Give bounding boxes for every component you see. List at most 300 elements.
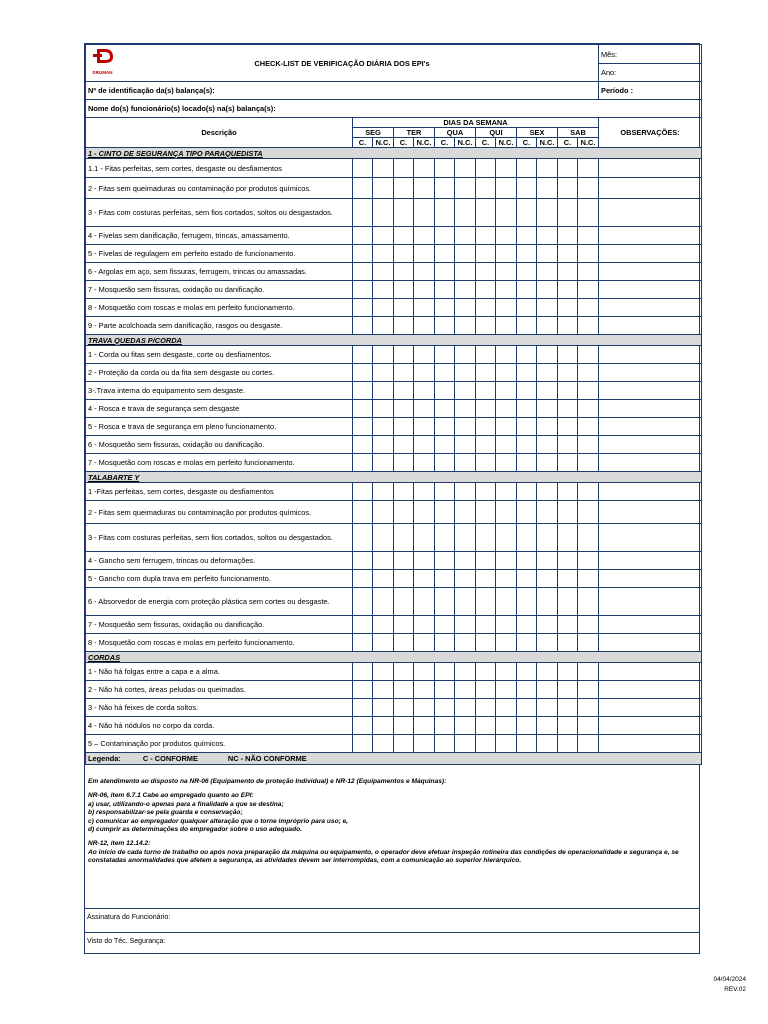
check-box-sab-c[interactable] [558,588,578,616]
check-box-sex-c[interactable] [517,524,537,552]
check-box-ter-c[interactable] [394,418,414,436]
check-box-sab-nc[interactable] [578,717,599,735]
check-box-sex-c[interactable] [517,501,537,524]
check-box-qua-nc[interactable] [455,245,476,263]
check-box-sex-c[interactable] [517,418,537,436]
check-box-ter-c[interactable] [394,299,414,317]
check-box-seg-nc[interactable] [373,552,394,570]
check-box-ter-nc[interactable] [414,346,435,364]
check-box-qua-nc[interactable] [455,436,476,454]
check-box-sex-nc[interactable] [537,418,558,436]
check-box-ter-nc[interactable] [414,524,435,552]
check-box-sex-c[interactable] [517,400,537,418]
check-box-ter-nc[interactable] [414,299,435,317]
observation-cell[interactable] [599,570,702,588]
check-box-seg-nc[interactable] [373,501,394,524]
check-box-ter-nc[interactable] [414,178,435,199]
check-box-sab-c[interactable] [558,454,578,472]
check-box-qui-c[interactable] [476,699,496,717]
check-box-sab-c[interactable] [558,299,578,317]
check-box-seg-c[interactable] [353,436,373,454]
check-box-seg-nc[interactable] [373,735,394,753]
check-box-sab-c[interactable] [558,524,578,552]
check-box-seg-nc[interactable] [373,570,394,588]
check-box-qui-nc[interactable] [496,699,517,717]
check-box-seg-nc[interactable] [373,346,394,364]
check-box-sab-c[interactable] [558,281,578,299]
observation-cell[interactable] [599,681,702,699]
check-box-qui-c[interactable] [476,418,496,436]
check-box-qua-c[interactable] [435,281,455,299]
check-box-ter-c[interactable] [394,454,414,472]
check-box-sex-nc[interactable] [537,382,558,400]
check-box-sex-c[interactable] [517,436,537,454]
check-box-sex-nc[interactable] [537,199,558,227]
check-box-sex-c[interactable] [517,364,537,382]
check-box-ter-nc[interactable] [414,552,435,570]
check-box-sab-nc[interactable] [578,501,599,524]
check-box-sab-c[interactable] [558,382,578,400]
check-box-seg-c[interactable] [353,159,373,178]
check-box-sex-nc[interactable] [537,364,558,382]
check-box-seg-c[interactable] [353,317,373,335]
check-box-qua-c[interactable] [435,317,455,335]
check-box-ter-c[interactable] [394,199,414,227]
check-box-sab-nc[interactable] [578,281,599,299]
check-box-seg-c[interactable] [353,400,373,418]
check-box-sab-nc[interactable] [578,263,599,281]
check-box-qui-nc[interactable] [496,570,517,588]
check-box-ter-c[interactable] [394,436,414,454]
check-box-sex-nc[interactable] [537,245,558,263]
check-box-ter-c[interactable] [394,634,414,652]
check-box-qui-c[interactable] [476,178,496,199]
check-box-seg-nc[interactable] [373,227,394,245]
check-box-qua-c[interactable] [435,570,455,588]
check-box-ter-c[interactable] [394,178,414,199]
check-box-qui-c[interactable] [476,588,496,616]
check-box-qui-nc[interactable] [496,199,517,227]
check-box-qui-nc[interactable] [496,400,517,418]
period-field[interactable] [599,82,702,100]
check-box-qui-nc[interactable] [496,364,517,382]
check-box-qui-nc[interactable] [496,663,517,681]
check-box-seg-c[interactable] [353,245,373,263]
observation-cell[interactable] [599,663,702,681]
check-box-qua-c[interactable] [435,199,455,227]
check-box-qui-nc[interactable] [496,178,517,199]
check-box-qui-c[interactable] [476,400,496,418]
check-box-ter-c[interactable] [394,552,414,570]
check-box-sab-nc[interactable] [578,418,599,436]
check-box-qui-nc[interactable] [496,227,517,245]
check-box-ter-nc[interactable] [414,663,435,681]
check-box-sab-c[interactable] [558,400,578,418]
check-box-qua-c[interactable] [435,346,455,364]
check-box-qui-c[interactable] [476,570,496,588]
check-box-qua-nc[interactable] [455,227,476,245]
check-box-sab-c[interactable] [558,199,578,227]
check-box-seg-c[interactable] [353,616,373,634]
check-box-ter-c[interactable] [394,717,414,735]
check-box-sex-c[interactable] [517,735,537,753]
check-box-sex-c[interactable] [517,570,537,588]
check-box-seg-nc[interactable] [373,436,394,454]
check-box-qui-nc[interactable] [496,317,517,335]
check-box-sab-c[interactable] [558,634,578,652]
check-box-qui-c[interactable] [476,263,496,281]
check-box-sex-c[interactable] [517,699,537,717]
check-box-qua-c[interactable] [435,364,455,382]
observation-cell[interactable] [599,501,702,524]
check-box-sex-c[interactable] [517,663,537,681]
check-box-qui-nc[interactable] [496,616,517,634]
check-box-qui-c[interactable] [476,245,496,263]
check-box-ter-nc[interactable] [414,382,435,400]
check-box-ter-nc[interactable] [414,199,435,227]
check-box-qui-nc[interactable] [496,299,517,317]
observation-cell[interactable] [599,436,702,454]
check-box-qua-nc[interactable] [455,501,476,524]
check-box-qui-nc[interactable] [496,382,517,400]
check-box-seg-nc[interactable] [373,663,394,681]
check-box-sex-c[interactable] [517,317,537,335]
check-box-sex-c[interactable] [517,281,537,299]
check-box-ter-nc[interactable] [414,588,435,616]
check-box-sex-nc[interactable] [537,454,558,472]
check-box-sex-nc[interactable] [537,346,558,364]
check-box-qua-c[interactable] [435,501,455,524]
check-box-seg-c[interactable] [353,552,373,570]
check-box-seg-nc[interactable] [373,588,394,616]
check-box-qui-c[interactable] [476,717,496,735]
check-box-sab-c[interactable] [558,616,578,634]
observation-cell[interactable] [599,735,702,753]
observation-cell[interactable] [599,346,702,364]
check-box-seg-nc[interactable] [373,245,394,263]
check-box-sab-nc[interactable] [578,245,599,263]
check-box-sab-c[interactable] [558,663,578,681]
check-box-sex-nc[interactable] [537,178,558,199]
check-box-seg-nc[interactable] [373,382,394,400]
check-box-qua-nc[interactable] [455,299,476,317]
check-box-qui-c[interactable] [476,634,496,652]
check-box-qua-c[interactable] [435,634,455,652]
check-box-qua-c[interactable] [435,382,455,400]
check-box-sex-c[interactable] [517,717,537,735]
check-box-qua-c[interactable] [435,263,455,281]
check-box-seg-c[interactable] [353,717,373,735]
check-box-ter-c[interactable] [394,346,414,364]
check-box-ter-nc[interactable] [414,227,435,245]
check-box-sab-c[interactable] [558,227,578,245]
observation-cell[interactable] [599,382,702,400]
check-box-sex-nc[interactable] [537,159,558,178]
check-box-sex-nc[interactable] [537,483,558,501]
check-box-sab-c[interactable] [558,735,578,753]
check-box-sab-c[interactable] [558,717,578,735]
check-box-ter-c[interactable] [394,501,414,524]
check-box-sex-c[interactable] [517,299,537,317]
check-box-qui-nc[interactable] [496,588,517,616]
check-box-qua-c[interactable] [435,159,455,178]
check-box-qua-nc[interactable] [455,263,476,281]
observation-cell[interactable] [599,524,702,552]
check-box-ter-c[interactable] [394,263,414,281]
check-box-ter-c[interactable] [394,400,414,418]
check-box-qui-nc[interactable] [496,634,517,652]
check-box-qua-c[interactable] [435,735,455,753]
check-box-sab-nc[interactable] [578,317,599,335]
check-box-sex-c[interactable] [517,483,537,501]
observation-cell[interactable] [599,717,702,735]
observation-cell[interactable] [599,263,702,281]
check-box-qua-c[interactable] [435,681,455,699]
check-box-ter-nc[interactable] [414,317,435,335]
check-box-seg-c[interactable] [353,588,373,616]
check-box-qua-nc[interactable] [455,552,476,570]
check-box-sex-nc[interactable] [537,281,558,299]
check-box-qua-nc[interactable] [455,454,476,472]
check-box-seg-nc[interactable] [373,681,394,699]
check-box-qui-c[interactable] [476,382,496,400]
check-box-qua-nc[interactable] [455,524,476,552]
check-box-sex-c[interactable] [517,616,537,634]
check-box-sab-nc[interactable] [578,524,599,552]
check-box-ter-nc[interactable] [414,364,435,382]
check-box-sex-nc[interactable] [537,717,558,735]
check-box-qui-c[interactable] [476,454,496,472]
check-box-seg-c[interactable] [353,382,373,400]
check-box-ter-c[interactable] [394,616,414,634]
check-box-qua-nc[interactable] [455,634,476,652]
check-box-sab-nc[interactable] [578,663,599,681]
check-box-ter-nc[interactable] [414,717,435,735]
check-box-qui-nc[interactable] [496,524,517,552]
check-box-ter-c[interactable] [394,570,414,588]
technician-signature-field[interactable] [85,932,699,954]
employee-signature-field[interactable] [85,908,699,932]
check-box-ter-nc[interactable] [414,245,435,263]
check-box-qua-c[interactable] [435,717,455,735]
check-box-seg-c[interactable] [353,524,373,552]
check-box-qui-nc[interactable] [496,483,517,501]
check-box-sab-nc[interactable] [578,454,599,472]
check-box-sab-nc[interactable] [578,570,599,588]
check-box-sab-nc[interactable] [578,681,599,699]
check-box-sab-nc[interactable] [578,588,599,616]
check-box-ter-c[interactable] [394,382,414,400]
check-box-qua-nc[interactable] [455,364,476,382]
check-box-sab-c[interactable] [558,418,578,436]
check-box-qui-nc[interactable] [496,717,517,735]
observation-cell[interactable] [599,418,702,436]
check-box-ter-c[interactable] [394,735,414,753]
check-box-seg-c[interactable] [353,454,373,472]
observation-cell[interactable] [599,227,702,245]
check-box-seg-c[interactable] [353,735,373,753]
observation-cell[interactable] [599,634,702,652]
check-box-sex-nc[interactable] [537,699,558,717]
check-box-qua-nc[interactable] [455,178,476,199]
check-box-qui-nc[interactable] [496,681,517,699]
check-box-ter-nc[interactable] [414,454,435,472]
check-box-sab-nc[interactable] [578,552,599,570]
check-box-sex-c[interactable] [517,159,537,178]
check-box-sex-nc[interactable] [537,588,558,616]
check-box-qui-nc[interactable] [496,263,517,281]
check-box-qua-c[interactable] [435,616,455,634]
check-box-seg-c[interactable] [353,634,373,652]
check-box-sex-c[interactable] [517,199,537,227]
check-box-qua-c[interactable] [435,418,455,436]
check-box-ter-c[interactable] [394,483,414,501]
check-box-sab-c[interactable] [558,436,578,454]
check-box-ter-c[interactable] [394,245,414,263]
check-box-qui-c[interactable] [476,281,496,299]
check-box-qua-c[interactable] [435,552,455,570]
observation-cell[interactable] [599,552,702,570]
check-box-ter-c[interactable] [394,588,414,616]
check-box-sex-c[interactable] [517,227,537,245]
check-box-qua-c[interactable] [435,400,455,418]
check-box-qui-c[interactable] [476,346,496,364]
check-box-ter-nc[interactable] [414,634,435,652]
check-box-sex-c[interactable] [517,552,537,570]
check-box-sex-nc[interactable] [537,400,558,418]
check-box-qua-nc[interactable] [455,681,476,699]
check-box-seg-nc[interactable] [373,634,394,652]
check-box-seg-nc[interactable] [373,418,394,436]
observation-cell[interactable] [599,199,702,227]
observation-cell[interactable] [599,454,702,472]
check-box-seg-c[interactable] [353,227,373,245]
check-box-seg-nc[interactable] [373,159,394,178]
check-box-qua-nc[interactable] [455,588,476,616]
check-box-qui-c[interactable] [476,364,496,382]
check-box-sab-c[interactable] [558,681,578,699]
check-box-qua-nc[interactable] [455,281,476,299]
check-box-seg-c[interactable] [353,178,373,199]
check-box-ter-nc[interactable] [414,735,435,753]
check-box-qui-nc[interactable] [496,454,517,472]
check-box-sab-c[interactable] [558,245,578,263]
check-box-sab-nc[interactable] [578,699,599,717]
observation-cell[interactable] [599,364,702,382]
check-box-qui-c[interactable] [476,227,496,245]
observation-cell[interactable] [599,699,702,717]
check-box-ter-c[interactable] [394,227,414,245]
check-box-sex-c[interactable] [517,588,537,616]
check-box-sab-c[interactable] [558,346,578,364]
check-box-seg-nc[interactable] [373,281,394,299]
check-box-ter-c[interactable] [394,281,414,299]
check-box-ter-nc[interactable] [414,263,435,281]
observation-cell[interactable] [599,159,702,178]
check-box-sab-nc[interactable] [578,364,599,382]
observation-cell[interactable] [599,178,702,199]
check-box-qua-nc[interactable] [455,663,476,681]
check-box-seg-nc[interactable] [373,699,394,717]
check-box-ter-c[interactable] [394,317,414,335]
check-box-sex-nc[interactable] [537,570,558,588]
check-box-sab-nc[interactable] [578,227,599,245]
check-box-qua-c[interactable] [435,483,455,501]
check-box-ter-c[interactable] [394,364,414,382]
check-box-sab-c[interactable] [558,483,578,501]
check-box-seg-c[interactable] [353,570,373,588]
check-box-qui-c[interactable] [476,501,496,524]
employee-name-field[interactable] [86,100,702,118]
check-box-sab-c[interactable] [558,501,578,524]
check-box-sex-c[interactable] [517,454,537,472]
check-box-qua-nc[interactable] [455,570,476,588]
check-box-qua-nc[interactable] [455,699,476,717]
check-box-ter-nc[interactable] [414,501,435,524]
check-box-sex-c[interactable] [517,245,537,263]
check-box-seg-c[interactable] [353,418,373,436]
check-box-qui-c[interactable] [476,681,496,699]
check-box-qua-nc[interactable] [455,735,476,753]
check-box-ter-nc[interactable] [414,436,435,454]
check-box-sab-c[interactable] [558,159,578,178]
check-box-qui-nc[interactable] [496,735,517,753]
observation-cell[interactable] [599,588,702,616]
check-box-sex-nc[interactable] [537,436,558,454]
check-box-seg-c[interactable] [353,699,373,717]
observation-cell[interactable] [599,281,702,299]
check-box-sab-nc[interactable] [578,299,599,317]
check-box-seg-nc[interactable] [373,616,394,634]
check-box-sex-c[interactable] [517,634,537,652]
check-box-qui-nc[interactable] [496,418,517,436]
check-box-sab-c[interactable] [558,317,578,335]
check-box-qui-c[interactable] [476,483,496,501]
check-box-qua-c[interactable] [435,524,455,552]
check-box-seg-c[interactable] [353,501,373,524]
check-box-sab-nc[interactable] [578,483,599,501]
check-box-qua-c[interactable] [435,663,455,681]
check-box-seg-nc[interactable] [373,364,394,382]
check-box-qua-nc[interactable] [455,616,476,634]
check-box-qua-c[interactable] [435,227,455,245]
check-box-ter-nc[interactable] [414,159,435,178]
check-box-seg-nc[interactable] [373,317,394,335]
check-box-seg-c[interactable] [353,681,373,699]
check-box-ter-nc[interactable] [414,681,435,699]
check-box-ter-nc[interactable] [414,616,435,634]
check-box-qui-c[interactable] [476,436,496,454]
check-box-seg-c[interactable] [353,364,373,382]
check-box-sex-c[interactable] [517,263,537,281]
check-box-qui-c[interactable] [476,159,496,178]
check-box-ter-c[interactable] [394,663,414,681]
check-box-ter-nc[interactable] [414,699,435,717]
month-field[interactable] [599,45,702,64]
check-box-seg-c[interactable] [353,299,373,317]
check-box-qui-nc[interactable] [496,159,517,178]
check-box-qua-c[interactable] [435,436,455,454]
check-box-sab-nc[interactable] [578,634,599,652]
check-box-sab-nc[interactable] [578,159,599,178]
check-box-qui-nc[interactable] [496,552,517,570]
check-box-qui-nc[interactable] [496,346,517,364]
check-box-seg-c[interactable] [353,199,373,227]
check-box-sab-nc[interactable] [578,400,599,418]
check-box-qui-c[interactable] [476,552,496,570]
check-box-ter-nc[interactable] [414,400,435,418]
check-box-seg-nc[interactable] [373,524,394,552]
